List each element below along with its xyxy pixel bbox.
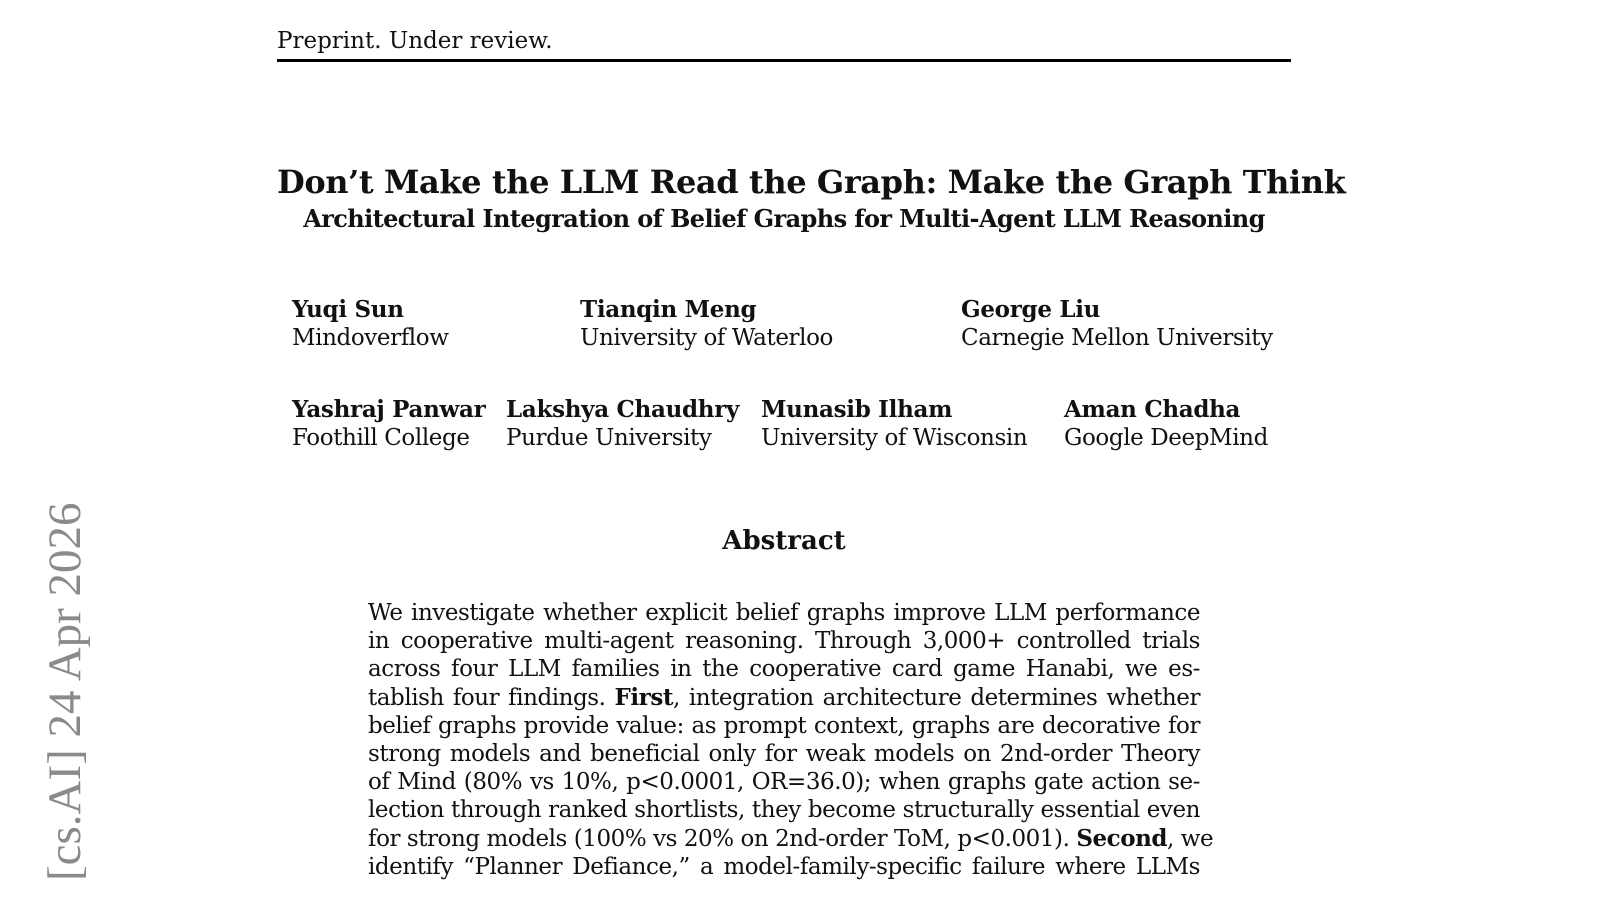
author-name: Lakshya Chaudhry bbox=[506, 396, 740, 423]
abstract-body bbox=[368, 599, 1214, 881]
abstract-heading: Abstract bbox=[722, 526, 846, 556]
author-name: Yuqi Sun bbox=[292, 296, 404, 323]
abstract-line: belief graphs provide value: as prompt context, graphs are decorative for bbox=[368, 712, 1200, 739]
author-name: Yashraj Panwar bbox=[292, 396, 486, 423]
author-affiliation: University of Wisconsin bbox=[761, 425, 1028, 451]
abstract-text: , we bbox=[1167, 825, 1214, 852]
abstract-line: of Mind (80% vs 10%, p<0.0001, OR=36.0); when graphs gate action se- bbox=[368, 769, 1200, 796]
abstract-text: , integration architecture determines whether bbox=[673, 684, 1200, 711]
abstract-line: strong models and beneficial only for weak models on 2nd-order Theory bbox=[368, 741, 1200, 768]
author-block bbox=[761, 396, 1027, 452]
author-affiliation: University of Waterloo bbox=[580, 325, 833, 351]
abstract-text: for strong models (100% vs 20% on 2nd-order ToM, p<0.001). bbox=[368, 825, 1070, 852]
abstract-line: lection through ranked shortlists, they become structurally essential even bbox=[368, 797, 1200, 824]
author-affiliation: Foothill College bbox=[292, 425, 470, 451]
author-block bbox=[292, 396, 485, 452]
abstract-line bbox=[368, 684, 1200, 712]
emphasis-first: First bbox=[614, 683, 674, 711]
abstract-line: in cooperative multi-agent reasoning. Through 3,000+ controlled trials bbox=[368, 628, 1200, 655]
author-affiliation: Carnegie Mellon University bbox=[961, 325, 1273, 351]
abstract-line: identify “Planner Defiance,” a model-family-specific failure where LLMs bbox=[368, 853, 1200, 880]
abstract-line: We investigate whether explicit belief graphs improve LLM performance bbox=[368, 600, 1200, 626]
author-affiliation: Mindoverflow bbox=[292, 325, 449, 351]
author-name: Aman Chadha bbox=[1064, 396, 1241, 423]
author-affiliation: Google DeepMind bbox=[1064, 425, 1268, 451]
author-affiliation: Purdue University bbox=[506, 425, 712, 451]
paper-title: Don’t Make the LLM Read the Graph: Make the Graph Think bbox=[277, 163, 1346, 201]
author-name: George Liu bbox=[961, 296, 1101, 323]
running-header: Preprint. Under review. bbox=[277, 28, 553, 54]
abstract-line: across four LLM families in the cooperative card game Hanabi, we es- bbox=[368, 656, 1200, 683]
author-block bbox=[1064, 396, 1268, 452]
arxiv-side-stamp: [cs.AI] 24 Apr 2026 bbox=[39, 502, 91, 881]
author-block bbox=[292, 296, 449, 352]
author-name: Tianqin Meng bbox=[580, 296, 757, 323]
abstract-text: tablish four findings. bbox=[368, 684, 606, 711]
abstract-line bbox=[368, 824, 1214, 853]
paper-subtitle: Architectural Integration of Belief Graphs for Multi-Agent LLM Reasoning bbox=[303, 204, 1265, 233]
author-block bbox=[961, 296, 1273, 352]
author-block bbox=[580, 296, 833, 352]
author-name: Munasib Ilham bbox=[761, 396, 953, 423]
emphasis-second: Second bbox=[1076, 824, 1168, 852]
header-rule bbox=[277, 59, 1291, 62]
author-block bbox=[506, 396, 739, 452]
